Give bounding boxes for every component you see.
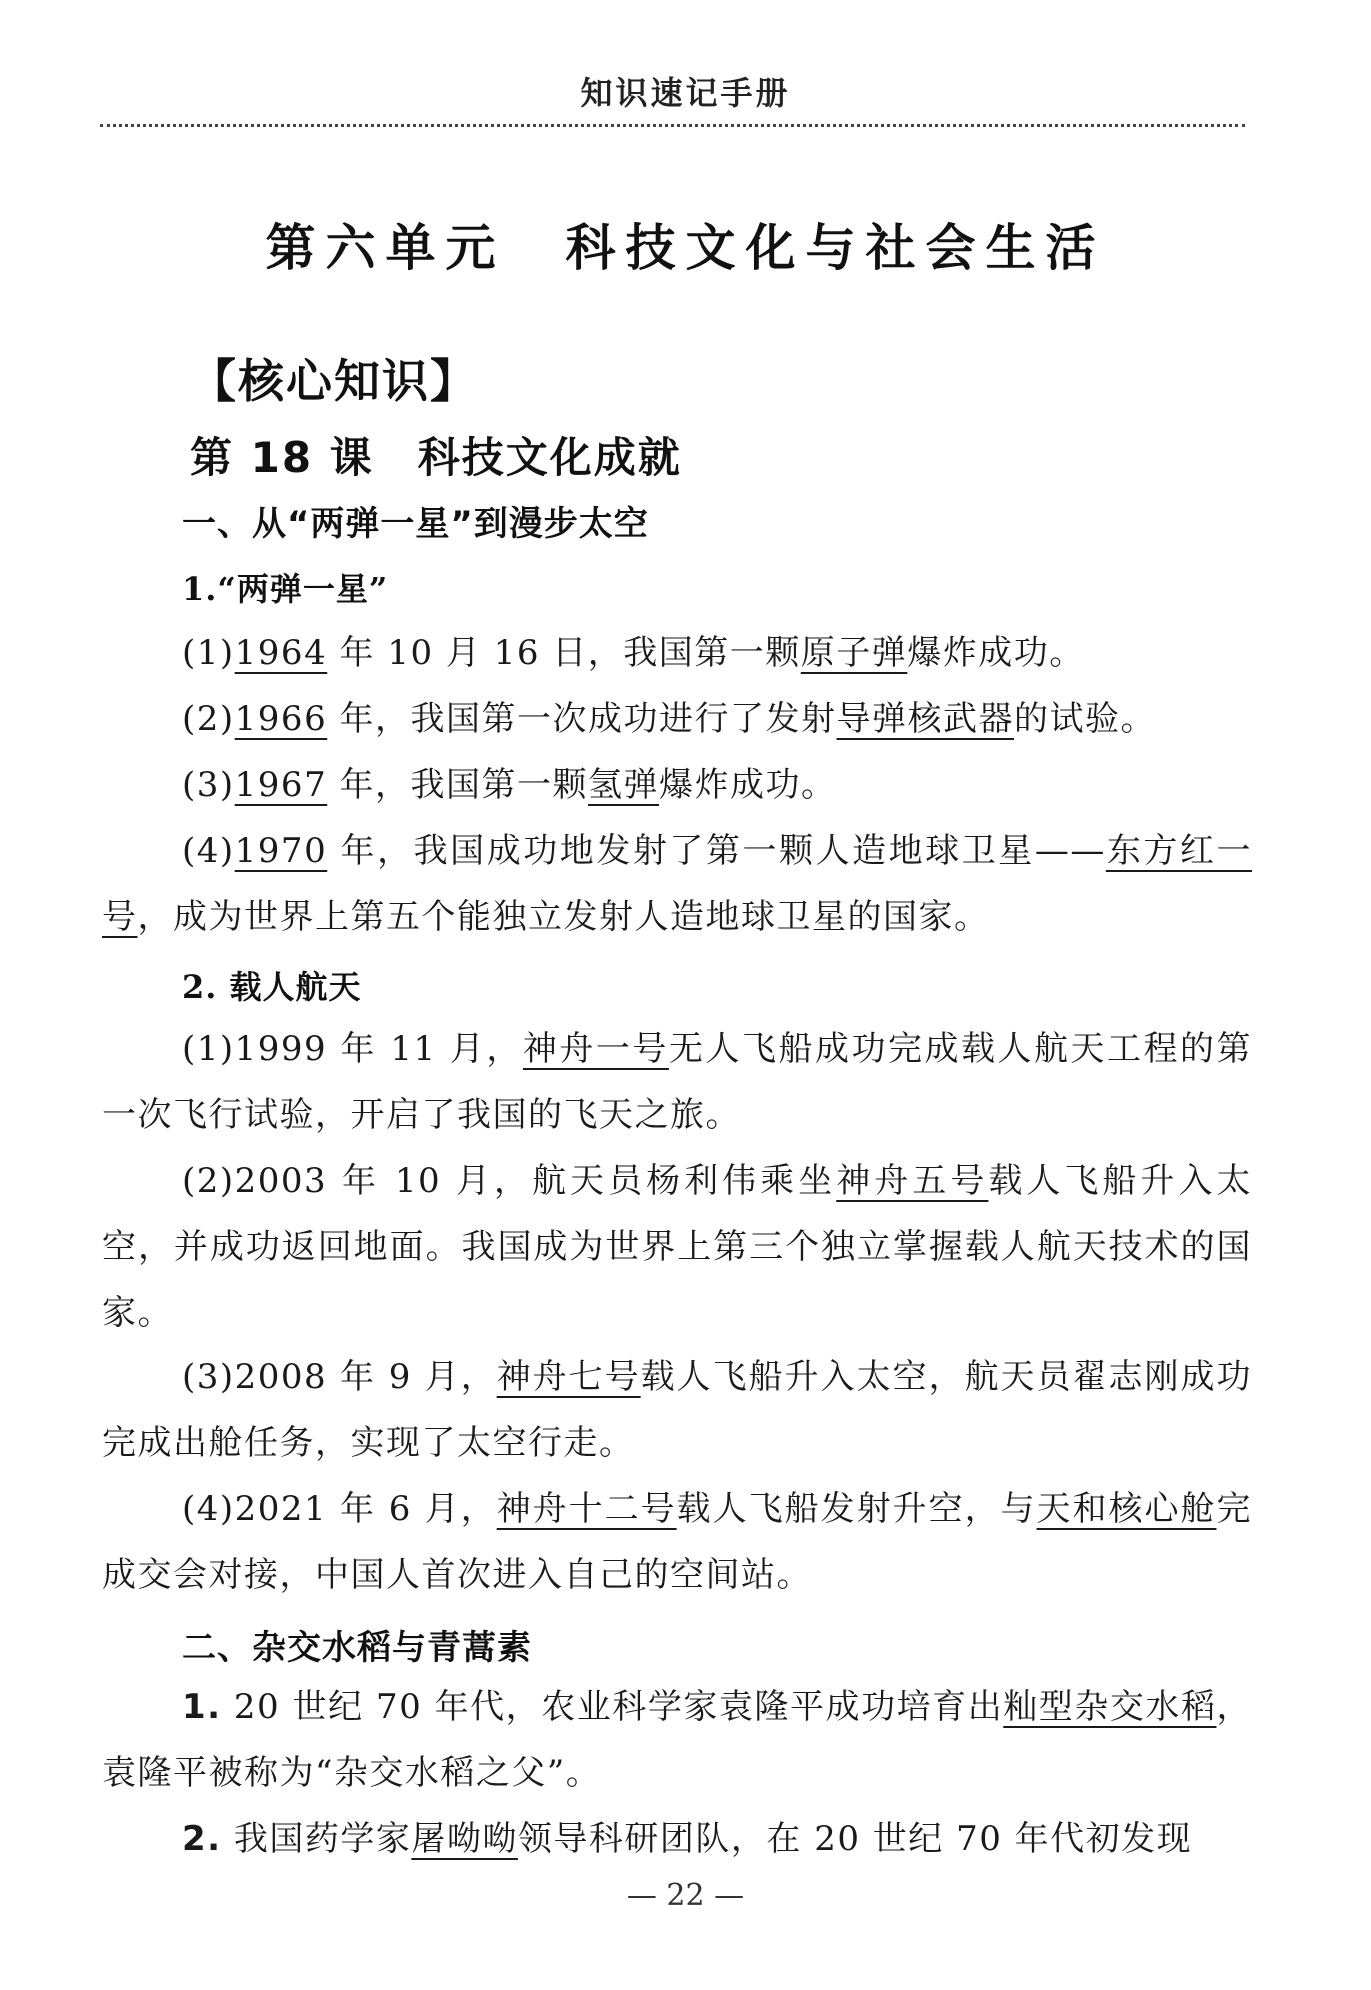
subsection-heading-1: 1.“两弹一星”	[182, 570, 389, 608]
header-divider	[100, 124, 1245, 127]
section-heading-1: 一、从“两弹一星”到漫步太空	[182, 504, 649, 544]
underlined-key-term: 神舟一号	[522, 1029, 669, 1069]
underlined-key-term: 天和核心舱	[1036, 1489, 1217, 1529]
item-number: 2.	[182, 1819, 222, 1859]
paragraph: (2)1966 年，我国第一次成功进行了发射导弹核武器的试验。	[182, 699, 1157, 739]
item-number: 1.	[182, 1687, 222, 1727]
paragraph: (4)2021 年 6 月，神舟十二号载人飞船发射升空，与天和核心舱完成交会对接，中国人首次进入自己的空间站。	[102, 1489, 1252, 1595]
core-knowledge-heading: 【核心知识】	[190, 354, 478, 408]
paragraph: (4)1970 年，我国成功地发射了第一颗人造地球卫星——东方红一号，成为世界上第五个能独立发射人造地球卫星的国家。	[102, 831, 1253, 937]
underlined-key-term: 氢弹	[588, 765, 660, 805]
underlined-key-term: 1966	[234, 699, 328, 739]
paragraph: (3)2008 年 9 月，神舟七号载人飞船升入太空，航天员翟志刚成功完成出舱任务，实现了太空行走。	[102, 1357, 1253, 1463]
underlined-key-term: 1967	[234, 765, 328, 805]
lesson-title: 第 18 课 科技文化成就	[190, 433, 682, 482]
paragraph: 1. 20 世纪 70 年代，农业科学家袁隆平成功培育出籼型杂交水稻，袁隆平被称为“杂交水稻之父”。	[102, 1687, 1252, 1793]
underlined-key-term: 导弹核武器	[836, 699, 1015, 739]
running-header: 知识速记手册	[580, 74, 791, 112]
paragraph: (3)1967 年，我国第一颗氢弹爆炸成功。	[182, 765, 837, 805]
underlined-key-term: 屠呦呦	[411, 1819, 518, 1859]
underlined-key-term: 1970	[234, 831, 328, 871]
underlined-key-term: 1964	[234, 633, 328, 673]
paragraph: 2. 我国药学家屠呦呦领导科研团队，在 20 世纪 70 年代初发现	[182, 1819, 1193, 1859]
underlined-key-term: 神舟七号	[496, 1357, 641, 1397]
underlined-key-term: 籼型杂交水稻	[1003, 1687, 1217, 1727]
paragraph: (2)2003 年 10 月，航天员杨利伟乘坐神舟五号载人飞船升入太空，并成功返回地面。我国成为世界上第三个独立掌握载人航天技术的国家。	[102, 1161, 1253, 1333]
underlined-key-term: 东方红一号	[102, 831, 1253, 937]
section-heading-2: 二、杂交水稻与青蒿素	[182, 1628, 532, 1668]
underlined-key-term: 神舟五号	[836, 1161, 989, 1201]
underlined-key-term: 原子弹	[800, 633, 908, 673]
underlined-key-term: 神舟十二号	[496, 1489, 677, 1529]
paragraph: (1)1964 年 10 月 16 日，我国第一颗原子弹爆炸成功。	[182, 633, 1085, 673]
paragraph: (1)1999 年 11 月，神舟一号无人飞船成功完成载人航天工程的第一次飞行试验，开启了我国的飞天之旅。	[102, 1029, 1253, 1135]
unit-title: 第六单元 科技文化与社会生活	[265, 218, 1106, 277]
subsection-heading-2: 2. 载人航天	[182, 968, 362, 1006]
page-number: — 22 —	[626, 1878, 745, 1913]
